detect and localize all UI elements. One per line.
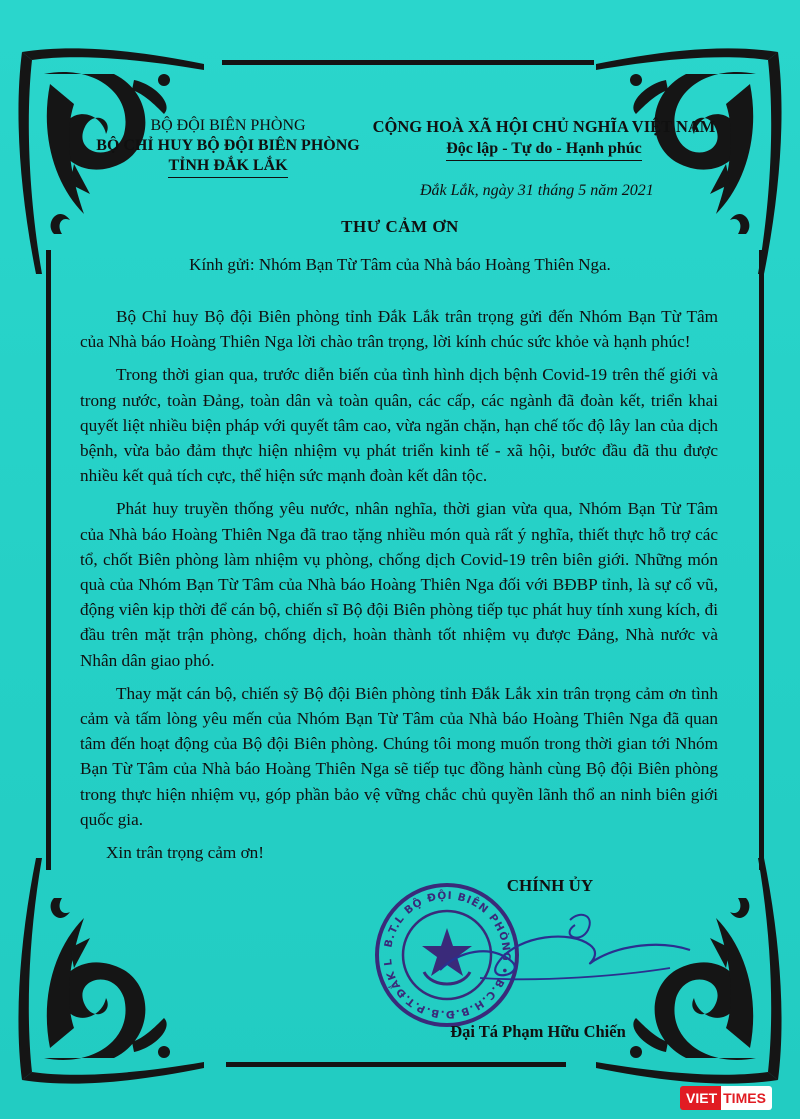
closing-line: Xin trân trọng cảm ơn! bbox=[106, 843, 265, 863]
agency-line-3: TỈNH ĐẮK LẮK bbox=[168, 156, 287, 178]
signatory-name: Đại Tá Phạm Hữu Chiến bbox=[450, 1022, 626, 1041]
handwritten-signature bbox=[420, 890, 700, 1000]
agency-line-1: BỘ ĐỘI BIÊN PHÒNG bbox=[150, 117, 306, 134]
agency-line-2: BỘ CHỈ HUY BỘ ĐỘI BIÊN PHÒNG bbox=[96, 137, 360, 154]
paragraph-4: Thay mặt cán bộ, chiến sỹ Bộ đội Biên phòng tỉnh Đắk Lắk xin trân trọng cảm ơn tình cảm và tấm lòng yêu mến của Nhóm Bạn Từ Tâm của Nhà báo Hoàng Thiên Nga đã quan tâm đến hoạt động của Bộ đội Biên phòng. Chúng tôi mong muốn trong thời gian tới Nhóm Bạn Từ Tâm của Nhà báo Hoàng Thiên Nga sẽ tiếp tục đồng hành cùng Bộ đội Biên phòng trong thực hiện nhiệm vụ, góp phần bảo vệ vững chắc chủ quyền lãnh thổ an ninh biên giới quốc gia. bbox=[80, 683, 718, 829]
dateline: Đắk Lắk, ngày 31 tháng 5 năm 2021 bbox=[420, 182, 654, 199]
watermark-part-2: TIMES bbox=[721, 1086, 772, 1110]
border-right bbox=[759, 250, 764, 870]
paragraph-3: Phát huy truyền thống yêu nước, nhân nghĩa, thời gian vừa qua, Nhóm Bạn Từ Tâm của Nhà báo Hoàng Thiên Nga đã trao tặng nhiều món quà rất ý nghĩa, thiết thực hỗ trợ các tổ, chốt Biên phòng làm nhiệm vụ phòng, chống dịch Covid-19 trên biên giới. Những món quà của Nhóm Bạn Từ Tâm của Nhà báo Hoàng Thiên Nga đối với BĐBP tỉnh, là sự cổ vũ, động viên kịp thời để cán bộ, chiến sĩ Bộ đội Biên phòng tiếp tục phát huy tính xung kích, đi đầu trên mặt trận phòng, chống dịch, hoàn thành tốt nhiệm vụ được Đảng, Nhà nước và Nhân dân giao phó. bbox=[80, 499, 718, 670]
corner-ornament-bottom-left bbox=[14, 858, 204, 1088]
national-title: CỘNG HOÀ XÃ HỘI CHỦ NGHĨA VIỆT NAM bbox=[372, 117, 716, 136]
letter-title: THƯ CẢM ƠN bbox=[341, 217, 459, 236]
letter-body bbox=[80, 304, 718, 873]
paragraph-1: Bộ Chỉ huy Bộ đội Biên phòng tỉnh Đắk Lắk trân trọng gửi đến Nhóm Bạn Từ Tâm của Nhà báo Hoàng Thiên Nga lời chào trân trọng, lời kính chúc sức khỏe và hạnh phúc! bbox=[80, 307, 718, 352]
paragraph-2: Trong thời gian qua, trước diễn biến của tình hình dịch bệnh Covid-19 trên thế giới và trong nước, toàn Đảng, toàn dân và toàn quân, các cấp, các ngành đã đoàn kết, triển khai quyết liệt nhiều biện pháp với quyết tâm cao, vừa ngăn chặn, hạn chế tốc độ lây lan của dịch bệnh, vừa bảo đảm thực hiện nhiệm vụ phát triển kinh tế - xã hội, bước đầu đã thu được nhiều kết quả tích cực, thể hiện sức mạnh đoàn kết dân tộc. bbox=[80, 365, 718, 486]
border-bottom bbox=[226, 1062, 566, 1067]
national-header bbox=[368, 116, 720, 161]
salutation: Kính gửi: Nhóm Bạn Từ Tâm của Nhà báo Hoàng Thiên Nga. bbox=[189, 255, 611, 274]
signatory-title: CHÍNH ỦY bbox=[506, 876, 594, 895]
border-left bbox=[46, 250, 51, 870]
issuing-agency-header bbox=[88, 116, 368, 178]
watermark-part-1: VIET bbox=[680, 1086, 721, 1110]
viettimes-watermark-logo bbox=[680, 1085, 792, 1111]
svg-text:B.T.L BỘ ĐỘI BIÊN PHÒNG • B.C.: B.T.L BỘ ĐỘI BIÊN PHÒNG • B.C.H.B.Đ.B.P.T.ĐẮK L bbox=[381, 889, 513, 1021]
national-motto: Độc lập - Tự do - Hạnh phúc bbox=[446, 138, 642, 161]
border-top bbox=[222, 60, 594, 65]
